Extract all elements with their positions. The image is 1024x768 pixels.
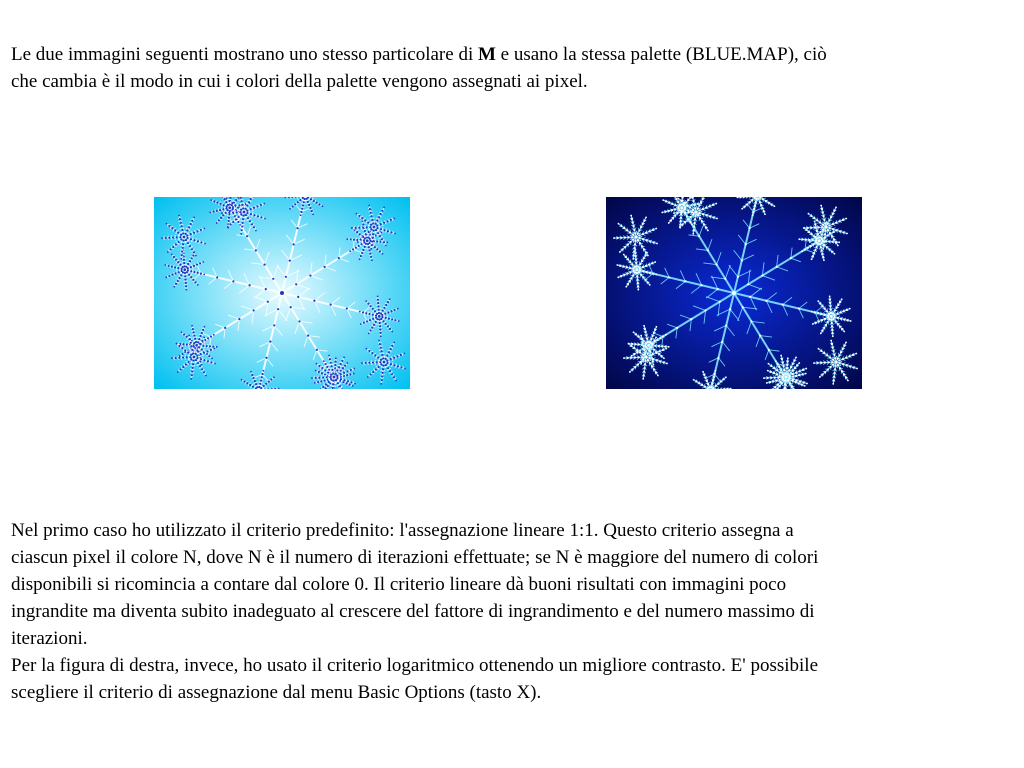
body-line: Nel primo caso ho utilizzato il criterio predefinito: l'assegnazione lineare 1:1. Questo criterio assegna a bbox=[11, 520, 794, 541]
body-line: ciascun pixel il colore N, dove N è il numero di iterazioni effettuate; se N è maggiore del numero di colori bbox=[11, 547, 819, 568]
body-paragraph bbox=[11, 517, 1006, 706]
fractal-image-linear bbox=[154, 197, 410, 389]
body-line: scegliere il criterio di assegnazione dal menu Basic Options (tasto X). bbox=[11, 682, 542, 703]
intro-line-1: Le due immagini seguenti mostrano uno stesso particolare di M e usano la stessa palette (BLUE.MAP), ciò bbox=[11, 44, 827, 65]
intro-line-2: che cambia è il modo in cui i colori della palette vengono assegnati ai pixel. bbox=[11, 71, 588, 92]
body-line: ingrandite ma diventa subito inadeguato al crescere del fattore di ingrandimento e del numero massimo di bbox=[11, 601, 815, 622]
intro-paragraph bbox=[11, 41, 1006, 95]
body-line: Per la figura di destra, invece, ho usato il criterio logaritmico ottenendo un migliore contrasto. E' possibile bbox=[11, 655, 819, 676]
intro-bold-m: M bbox=[477, 44, 496, 65]
body-line: disponibili si ricomincia a contare dal colore 0. Il criterio lineare dà buoni risultati con immagini poco bbox=[11, 574, 787, 595]
body-line: iterazioni. bbox=[11, 628, 88, 649]
fractal-image-logarithmic bbox=[606, 197, 862, 389]
